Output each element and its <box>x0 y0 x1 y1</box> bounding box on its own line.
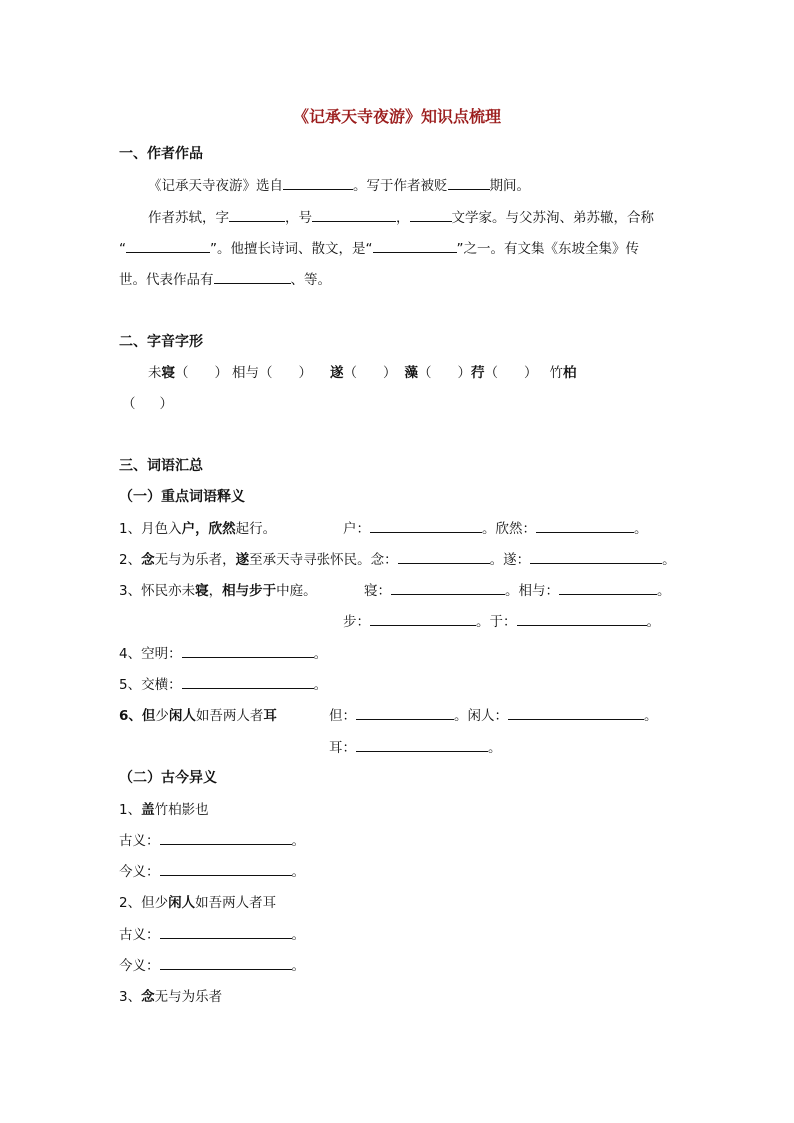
text: ， <box>195 521 209 537</box>
text: ） <box>159 396 173 412</box>
text: 。 <box>657 583 671 599</box>
vocab-item-3-answers-cont <box>343 612 660 632</box>
vocab-item-4 <box>119 644 327 664</box>
text: 1、月色入 <box>119 521 182 537</box>
text: “ <box>119 241 126 257</box>
text: 。 <box>313 677 328 693</box>
page-title: 《记承天寺夜游》知识点梳理 <box>292 107 501 126</box>
text: 念 <box>141 552 155 568</box>
vocab-item-3 <box>119 581 317 601</box>
ancient-modern-item-1 <box>119 800 209 820</box>
text: 。于： <box>476 614 517 630</box>
text: 无与为乐者， <box>154 552 236 568</box>
text: （ <box>259 365 273 381</box>
text: 念 <box>141 989 155 1005</box>
blank <box>214 270 291 284</box>
text: 户 <box>181 521 196 537</box>
text: 世。代表作品有 <box>119 272 214 288</box>
text: 《记承天寺夜游》选自 <box>148 178 283 194</box>
blank <box>536 519 634 533</box>
text: ”之一。有文集《东坡全集》传 <box>456 241 639 257</box>
text: 。 <box>644 708 658 724</box>
blank <box>160 862 292 876</box>
text: 耳： <box>329 740 356 756</box>
text: 闲人 <box>168 708 196 724</box>
text: 期间。 <box>489 178 530 194</box>
vocab-item-3-answers <box>364 581 671 601</box>
text: 户： <box>343 521 370 537</box>
subsection-heading-key-words: （一）重点词语释义 <box>119 489 245 505</box>
blank <box>182 644 314 658</box>
pronunciation-row <box>148 363 577 383</box>
blank <box>517 612 647 626</box>
text: ） <box>524 365 538 381</box>
blank <box>448 176 490 190</box>
text: （ <box>175 365 189 381</box>
section-heading-pronunciation: 二、字音字形 <box>119 334 203 350</box>
text: 欣然 <box>208 521 236 537</box>
vocab-item-2 <box>119 550 676 570</box>
text: 如吾两人者 <box>195 708 264 724</box>
text: 。遂： <box>489 552 531 568</box>
text: 1、 <box>119 802 142 818</box>
blank <box>182 675 314 689</box>
blank <box>356 706 454 720</box>
text: 少 <box>155 708 169 724</box>
text: （ <box>122 396 136 412</box>
paragraph-author <box>148 208 654 228</box>
text: 竹 <box>549 365 563 381</box>
vocab-item-5 <box>119 675 327 695</box>
text: 古义： <box>119 927 160 943</box>
blank <box>160 831 292 845</box>
text: 无与为乐者 <box>154 989 223 1005</box>
blank <box>312 208 396 222</box>
section-heading-author: 一、作者作品 <box>119 146 203 162</box>
modern-meaning-1 <box>119 862 305 882</box>
paragraph-works <box>119 270 331 290</box>
vocab-item-1-answers <box>343 519 648 539</box>
vocab-item-6-answers-cont <box>329 738 502 758</box>
text: 作者苏轼，字 <box>148 210 229 226</box>
text: 遂 <box>235 552 250 568</box>
text: 竹柏影也 <box>154 802 209 818</box>
text: 。 <box>291 958 305 974</box>
blank <box>559 581 657 595</box>
text: 。 <box>488 740 502 756</box>
text: 古义： <box>119 833 160 849</box>
text: 步： <box>343 614 370 630</box>
text: 但： <box>329 708 356 724</box>
text: （ <box>343 365 357 381</box>
text: 相与 <box>232 365 259 381</box>
text: 起行。 <box>235 521 277 537</box>
text: 。 <box>291 864 305 880</box>
text: 。 <box>291 833 305 849</box>
text: 闲人 <box>168 895 196 911</box>
blank <box>410 208 452 222</box>
blank <box>508 706 644 720</box>
text: 。欣然： <box>482 521 536 537</box>
text: 藻 <box>404 365 418 381</box>
blank <box>160 956 292 970</box>
text: 。相与： <box>505 583 559 599</box>
text: 3、怀民亦未 <box>119 583 196 599</box>
text: 3、 <box>119 989 142 1005</box>
blank <box>398 550 490 564</box>
text: 4、空明： <box>119 646 182 662</box>
paragraph-source <box>148 176 530 196</box>
text: 未 <box>148 365 162 381</box>
vocab-item-6-answers <box>329 706 658 726</box>
text: 。 <box>634 521 648 537</box>
text: 、等。 <box>290 272 331 288</box>
text: （ <box>484 365 498 381</box>
blank <box>530 550 662 564</box>
text: 文学家。与父苏洵、弟苏辙，合称 <box>451 210 654 226</box>
text: 如吾两人者耳 <box>195 895 277 911</box>
text: 。 <box>662 552 676 568</box>
text: 中庭。 <box>276 583 317 599</box>
text: 盖 <box>141 802 155 818</box>
text: 。写于作者被贬 <box>353 178 448 194</box>
blank <box>391 581 505 595</box>
text: 寝： <box>364 583 391 599</box>
ancient-meaning-2 <box>119 925 305 945</box>
text: （ <box>418 365 432 381</box>
text: ”。他擅长诗词、散文，是“ <box>210 241 373 257</box>
subsection-heading-ancient-modern: （二）古今异义 <box>119 770 217 786</box>
paragraph-author-cont <box>119 239 639 259</box>
text: 但 <box>141 708 156 724</box>
text: ，号 <box>285 210 312 226</box>
text: 荇 <box>471 365 485 381</box>
vocab-item-1 <box>119 519 276 539</box>
text: 2、但少 <box>119 895 169 911</box>
text: 寝 <box>195 583 209 599</box>
blank <box>373 239 457 253</box>
blank <box>160 925 292 939</box>
blank <box>356 738 488 752</box>
text: ） <box>298 365 312 381</box>
text: ， <box>396 210 410 226</box>
blank <box>229 208 285 222</box>
text: 至承天寺寻张怀民。念： <box>249 552 398 568</box>
text: 2、 <box>119 552 142 568</box>
text: ， <box>208 583 223 599</box>
text: 今义： <box>119 958 160 974</box>
ancient-meaning-1 <box>119 831 305 851</box>
blank <box>370 519 482 533</box>
text: 柏 <box>563 365 577 381</box>
text: ） <box>383 365 397 381</box>
text: 遂 <box>330 365 344 381</box>
text: 5、交横： <box>119 677 182 693</box>
text: 6、 <box>119 708 142 724</box>
text: ） <box>457 365 471 381</box>
ancient-modern-item-2 <box>119 893 276 913</box>
section-heading-vocabulary: 三、词语汇总 <box>119 458 203 474</box>
vocab-item-6 <box>119 706 277 726</box>
blank <box>126 239 210 253</box>
text: 。 <box>291 927 305 943</box>
modern-meaning-2 <box>119 956 305 976</box>
text: 今义： <box>119 864 160 880</box>
ancient-modern-item-3 <box>119 987 222 1007</box>
text: 相与步于 <box>222 583 277 599</box>
text: 寝 <box>161 365 175 381</box>
blank <box>283 176 353 190</box>
text: 。 <box>646 614 660 630</box>
text: 。 <box>313 646 328 662</box>
pronunciation-row-cont <box>122 394 173 414</box>
text: 。闲人： <box>454 708 508 724</box>
text: ） <box>214 365 228 381</box>
text: 耳 <box>263 708 277 724</box>
blank <box>370 612 476 626</box>
